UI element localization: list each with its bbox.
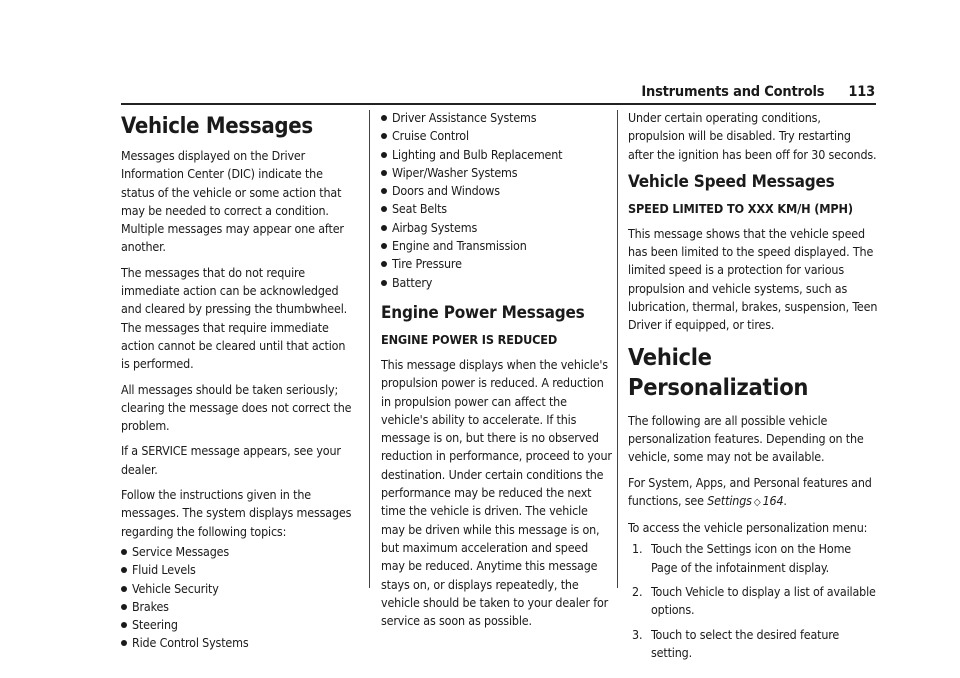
settings-reference [628, 474, 878, 513]
engine-power-heading: Engine Power Messages [381, 302, 585, 323]
list-item: Ride Control Systems [121, 634, 357, 652]
section-title: Instruments and Controls [641, 84, 825, 100]
step-text: Touch the Settings icon on the Home Page of the infotainment display. [651, 541, 852, 575]
vehicle-messages-title: Vehicle Messages [121, 114, 313, 139]
paragraph: If a SERVICE message appears, see your dealer. [121, 443, 341, 477]
engine-power-body: This message displays when the vehicle's propulsion power is reduced. A reduction in propulsion power can affect the vehicle's ability to accelerate. If this message is on, but there is no observed reduction in performance, proceed to your destination. Under certain conditions the performance may be reduced the next time the vehicle is driven. The vehicle may be driven while this message is on, but maximum acceleration and speed may be reduced. Anytime this message stays on, or displays repeatedly, the vehicle should be taken to your dealer for service as soon as possible. [381, 356, 612, 629]
page-number: 113 [848, 84, 875, 100]
paragraph: Messages displayed on the Driver Information Center (DIC) indicate the status of the vehicle or some action that may be needed to correct a condition. Multiple messages may appear one after another. [121, 148, 344, 255]
paragraph: The messages that do not require immediate action can be acknowledged and cleared by pressing the thumbwheel. The messages that require immediate action cannot be cleared until that action is performed. [121, 264, 348, 372]
header-rule [121, 103, 876, 105]
vehicle-speed-subheading: SPEED LIMITED TO XXX KM/H (MPH) [628, 200, 853, 216]
list-item: Seat Belts [381, 200, 613, 218]
reference-suffix: . [783, 492, 787, 508]
list-item: Fluid Levels [121, 561, 357, 579]
column-divider-right [617, 110, 618, 588]
personalization-intro: The following are all possible vehicle personalization features. Depending on the vehicle, some may not be available. [628, 412, 864, 465]
list-item [628, 540, 878, 577]
step-text: Touch Vehicle to display a list of available options. [651, 584, 876, 618]
running-head [641, 84, 875, 100]
vehicle-speed-heading: Vehicle Speed Messages [628, 171, 835, 192]
column-right [628, 109, 878, 668]
topic-list-continued [381, 109, 613, 292]
paragraph: All messages should be taken seriously; clearing the message does not correct the problem. [121, 381, 352, 434]
list-item [628, 583, 878, 620]
list-item: Steering [121, 616, 357, 634]
vehicle-speed-body: This message shows that the vehicle speed has been limited to the speed displayed. The limited speed is a protection for various propulsion and vehicle systems, such as lubrication, thermal, brakes, suspension, Teen Driver if equipped, or tires. [628, 225, 878, 333]
vehicle-personalization-title: Vehicle Personalization [628, 342, 809, 401]
step-number: 1. [632, 541, 643, 557]
access-instruction: To access the vehicle personalization menu: [628, 520, 868, 536]
list-item: Airbag Systems [381, 219, 613, 237]
settings-page-link[interactable]: 164 [762, 492, 784, 508]
list-item: Lighting and Bulb Replacement [381, 146, 613, 164]
reference-prefix: For System, Apps, and Personal features and functions, see [628, 474, 872, 508]
engine-power-subheading: ENGINE POWER IS REDUCED [381, 331, 558, 347]
list-item: Driver Assistance Systems [381, 109, 613, 127]
column-middle [381, 109, 613, 637]
topic-list [121, 543, 357, 653]
list-item [628, 626, 878, 663]
steps-list [628, 540, 878, 662]
list-item: Doors and Windows [381, 182, 613, 200]
list-item: Tire Pressure [381, 255, 613, 273]
column-left [121, 113, 357, 657]
paragraph: Follow the instructions given in the messages. The system displays messages regarding the following topics: [121, 487, 352, 539]
column-divider-left [369, 110, 370, 588]
step-number: 2. [632, 584, 643, 600]
list-item: Battery [381, 274, 613, 292]
list-item: Service Messages [121, 543, 357, 561]
list-item: Vehicle Security [121, 580, 357, 598]
page-ref-icon: ◇ [753, 496, 761, 508]
list-item: Wiper/Washer Systems [381, 164, 613, 182]
continued-paragraph: Under certain operating conditions, propulsion will be disabled. Try restarting after the ignition has been off for 30 seconds. [628, 110, 877, 162]
settings-link[interactable]: Settings [707, 492, 752, 508]
list-item: Engine and Transmission [381, 237, 613, 255]
step-number: 3. [632, 626, 643, 642]
step-text: Touch to select the desired feature setting. [651, 626, 840, 660]
list-item: Cruise Control [381, 127, 613, 145]
list-item: Brakes [121, 598, 357, 616]
